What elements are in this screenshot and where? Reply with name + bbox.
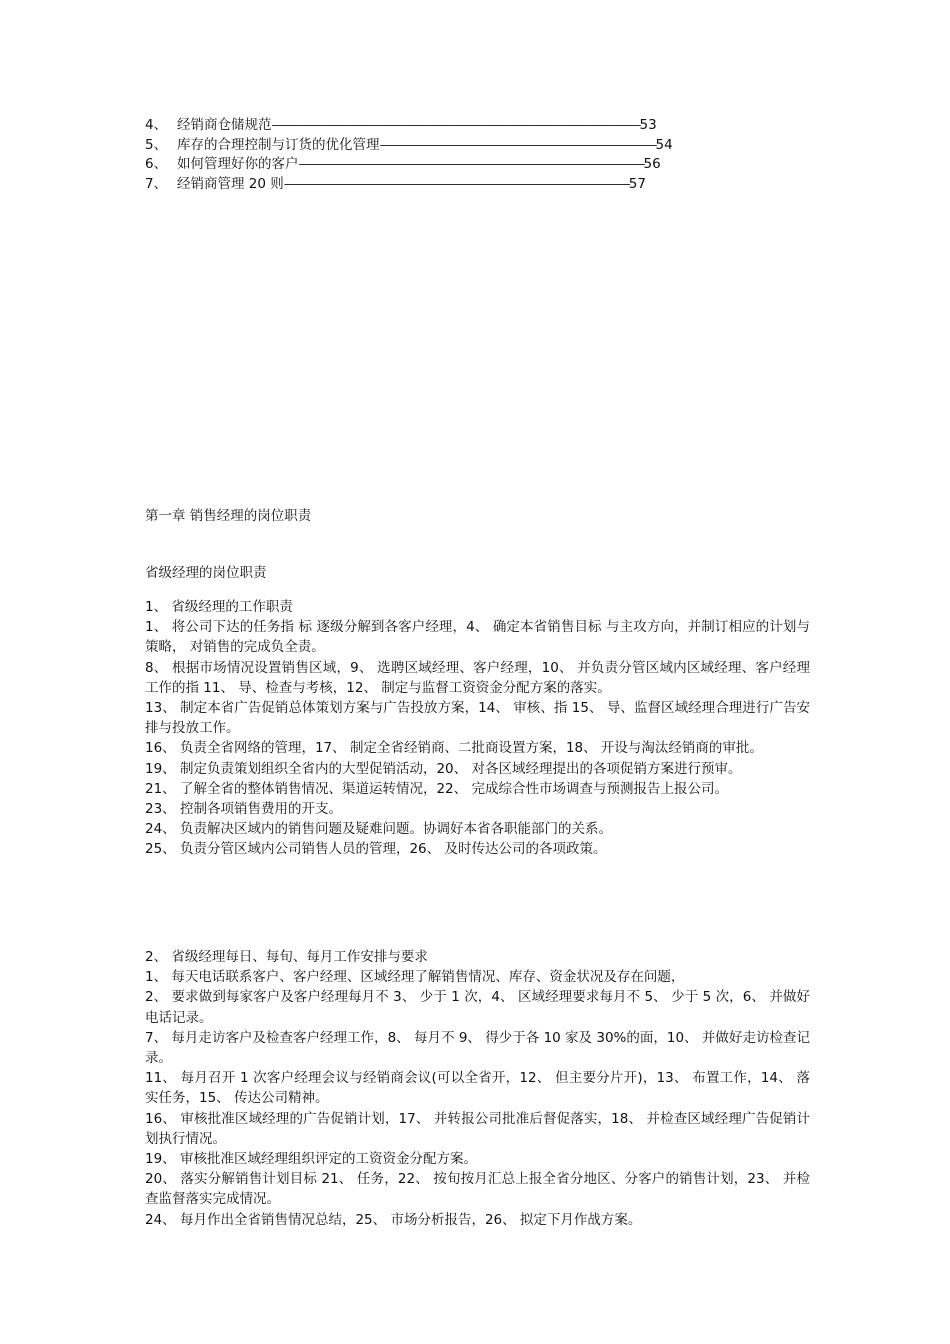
toc-entry-title: 经销商管理 20 则: [177, 175, 284, 192]
paragraph: 19、 审核批准区域经理组织评定的工资资金分配方案。: [145, 1151, 477, 1168]
toc-entry[interactable]: [145, 155, 765, 175]
toc-entry-number: 4、: [145, 117, 168, 133]
paragraph: 8、 根据市场情况设置销售区域，9、 选聘区域经理、客户经理，10、 并负责分管区域内区域经理、客户经理工作的指 11、 导、检查与考核，12、 制定与监督工资资金分配方案的落实。: [145, 659, 810, 696]
toc-entry[interactable]: [145, 116, 765, 136]
toc-entry-number: 5、: [145, 136, 168, 153]
toc-entry-title: 如何管理好你的客户: [177, 156, 299, 172]
paragraph: 1、 每天电话联系客户、客户经理、区域经理了解销售情况、库存、资金状况及存在问题，: [145, 969, 685, 986]
toc-entry-title: 库存的合理控制与订货的优化管理: [177, 136, 380, 153]
section-work-schedule: [145, 947, 810, 1230]
paragraph: 1、 将公司下达的任务指 标 逐级分解到各客户经理，4、 确定本省销售目标 与主攻方向，并制订相应的计划与策略， 对销售的完成负全责。: [145, 619, 810, 656]
paragraph: 25、 负责分管区域内公司销售人员的管理，26、 及时传达公司的各项政策。: [145, 841, 607, 858]
section-heading: 2、 省级经理每日、每旬、每月工作安排与要求: [145, 949, 428, 965]
paragraph: 19、 制定负责策划组织全省内的大型促销活动，20、 对各区域经理提出的各项促销方案进行预审。: [145, 760, 742, 777]
toc-entry-title: 经销商仓储规范: [177, 117, 272, 133]
toc-entry-number: 6、: [145, 156, 168, 172]
toc-leader: ——————————————————————————————: [283, 175, 629, 192]
toc-leader: ————————————————————————: [379, 136, 656, 153]
toc-entry-number: 7、: [145, 175, 168, 192]
paragraph: 16、 负责全省网络的管理，17、 制定全省经销商、二批商设置方案，18、 开设与淘汰经销商的审批。: [145, 740, 763, 757]
paragraph: 16、 审核批准区域经理的广告促销计划，17、 并转报公司批准后督促落实，18、 并检查区域经理广告促销计划执行情况。: [145, 1110, 810, 1147]
paragraph: 20、 落实分解销售计划目标 21、 任务，22、 按旬按月汇总上报全省分地区、分客户的销售计划，23、 并检查监督落实完成情况。: [145, 1171, 810, 1208]
section-heading: 1、 省级经理的工作职责: [145, 599, 293, 615]
section-work-duties: [145, 597, 810, 860]
toc-entry-page: 54: [655, 136, 673, 153]
paragraph: 13、 制定本省广告促销总体策划方案与广告投放方案，14、 审核、指 15、 导、监督区域经理合理进行广告安排与投放工作。: [145, 700, 810, 737]
toc-leader: ——————————————————————————————: [298, 156, 644, 172]
paragraph: 24、 每月作出全省销售情况总结，25、 市场分析报告，26、 拟定下月作战方案。: [145, 1211, 642, 1228]
table-of-contents: [145, 116, 765, 194]
paragraph: 21、 了解全省的整体销售情况、渠道运转情况，22、 完成综合性市场调查与预测报告上报公司。: [145, 780, 728, 797]
toc-entry-page: 53: [639, 117, 657, 133]
toc-entry[interactable]: [145, 136, 765, 156]
paragraph: 23、 控制各项销售费用的开支。: [145, 801, 342, 818]
toc-entry-page: 56: [643, 156, 661, 172]
paragraph: 7、 每月走访客户及检查客户经理工作，8、 每月不 9、 得少于各 10 家及 30%的面，10、 并做好走访检查记录。: [145, 1029, 810, 1067]
toc-leader: ————————————————————————————————: [271, 117, 640, 133]
chapter-title: 第一章 销售经理的岗位职责: [145, 508, 312, 524]
paragraph: 24、 负责解决区域内的销售问题及疑难问题。协调好本省各职能部门的关系。: [145, 821, 612, 838]
toc-entry-page: 57: [628, 175, 646, 192]
paragraph: 2、 要求做到每家客户及客户经理每月不 3、 少于 1 次，4、 区域经理要求每月不 5、 少于 5 次，6、 并做好电话记录。: [145, 989, 810, 1026]
toc-entry[interactable]: [145, 175, 765, 195]
paragraph: 11、 每月召开 1 次客户经理会议与经销商会议(可以全省开，12、 但主要分片开)，13、 布置工作，14、 落实任务，15、 传达公司精神。: [145, 1070, 810, 1107]
section-title: 省级经理的岗位职责: [145, 565, 267, 581]
